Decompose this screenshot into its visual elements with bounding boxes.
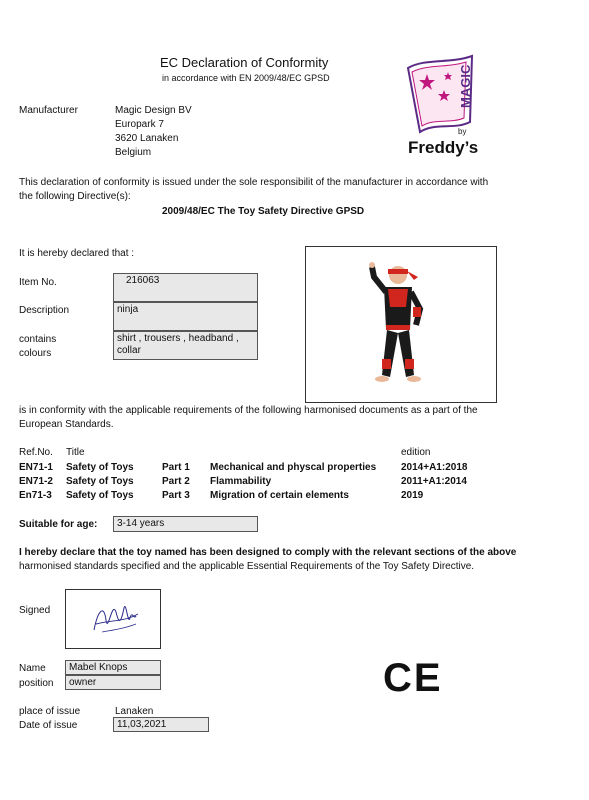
table-row-part: Part 1	[162, 462, 190, 473]
declaration-intro-line2: the following Directive(s):	[19, 191, 131, 202]
logo-by-text: by	[458, 127, 467, 136]
table-row-ref: En71-3	[19, 490, 52, 501]
item-no-field: 216063	[113, 273, 258, 302]
product-photo	[305, 246, 497, 403]
place-label: place of issue	[19, 706, 81, 717]
table-row-part: Part 2	[162, 476, 190, 487]
logo-brand-text: Freddy’s	[408, 138, 479, 157]
manufacturer-name: Magic Design BV	[115, 105, 192, 116]
position-label: position	[19, 678, 54, 689]
conformity-line2: European Standards.	[19, 419, 114, 430]
colours-label: colours	[19, 348, 52, 359]
item-no-label: Item No.	[19, 277, 57, 288]
place-value: Lanaken	[115, 706, 154, 717]
contains-line1: shirt , trousers , headband ,	[117, 333, 239, 344]
header-edition: edition	[401, 447, 431, 458]
logo-magic-text: MAGIC	[458, 64, 473, 108]
table-row-desc: Mechanical and physcal properties	[210, 462, 377, 473]
final-declaration-line1: I hereby declare that the toy named has been designed to comply with the relevant sections of the above	[19, 547, 517, 558]
date-field: 11,03,2021	[113, 717, 209, 732]
table-row-ref: EN71-2	[19, 476, 53, 487]
table-row-part: Part 3	[162, 490, 190, 501]
position-field: owner	[65, 675, 161, 690]
table-row-title: Safety of Toys	[66, 490, 134, 501]
table-row-desc: Migration of certain elements	[210, 490, 349, 501]
table-row-desc: Flammability	[210, 476, 272, 487]
name-field: Mabel Knops	[65, 660, 161, 675]
page-subtitle: in accordance with EN 2009/48/EC GPSD	[162, 73, 330, 83]
manufacturer-country: Belgium	[115, 147, 152, 158]
manufacturer-city: 3620 Lanaken	[115, 133, 179, 144]
declared-text: It is hereby declared that :	[19, 248, 135, 259]
ce-mark: CE	[383, 656, 443, 700]
ninja-costume-image	[306, 247, 496, 402]
signature-image	[66, 590, 160, 648]
table-row-edition: 2011+A1:2014	[401, 476, 467, 487]
final-declaration-line2: harmonised standards specified and the applicable Essential Requirements of the Toy Safety Directive.	[19, 561, 475, 572]
table-row-title: Safety of Toys	[66, 462, 134, 473]
table-row-edition: 2014+A1:2018	[401, 462, 468, 473]
date-label: Date of issue	[19, 720, 78, 731]
header-ref: Ref.No.	[19, 447, 53, 458]
suitable-age-field: 3-14 years	[113, 516, 258, 532]
table-row-edition: 2019	[401, 490, 424, 501]
manufacturer-street: Europark 7	[115, 119, 164, 130]
contains-field	[113, 331, 258, 360]
signature-box	[65, 589, 161, 649]
description-label: Description	[19, 305, 70, 316]
signed-label: Signed	[19, 605, 51, 616]
brand-logo	[400, 50, 495, 160]
declaration-intro-line1: This declaration of conformity is issued under the sole responsibilit of the manufacturer in accordance with	[19, 177, 489, 188]
page-title: EC Declaration of Conformity	[160, 55, 329, 70]
manufacturer-label: Manufacturer	[19, 105, 78, 116]
description-field: ninja	[113, 302, 258, 331]
directive-text: 2009/48/EC The Toy Safety Directive GPSD	[162, 206, 365, 217]
suitable-age-label: Suitable for age:	[19, 519, 98, 530]
table-row-ref: EN71-1	[19, 462, 53, 473]
conformity-line1: is in conformity with the applicable requirements of the following harmonised documents as a part of the	[19, 405, 478, 416]
header-title: Title	[66, 447, 85, 458]
name-label: Name	[19, 663, 46, 674]
table-row-title: Safety of Toys	[66, 476, 134, 487]
magic-logo-graphic	[400, 50, 495, 160]
contains-line2: collar	[117, 345, 141, 356]
contains-label: contains	[19, 334, 57, 345]
